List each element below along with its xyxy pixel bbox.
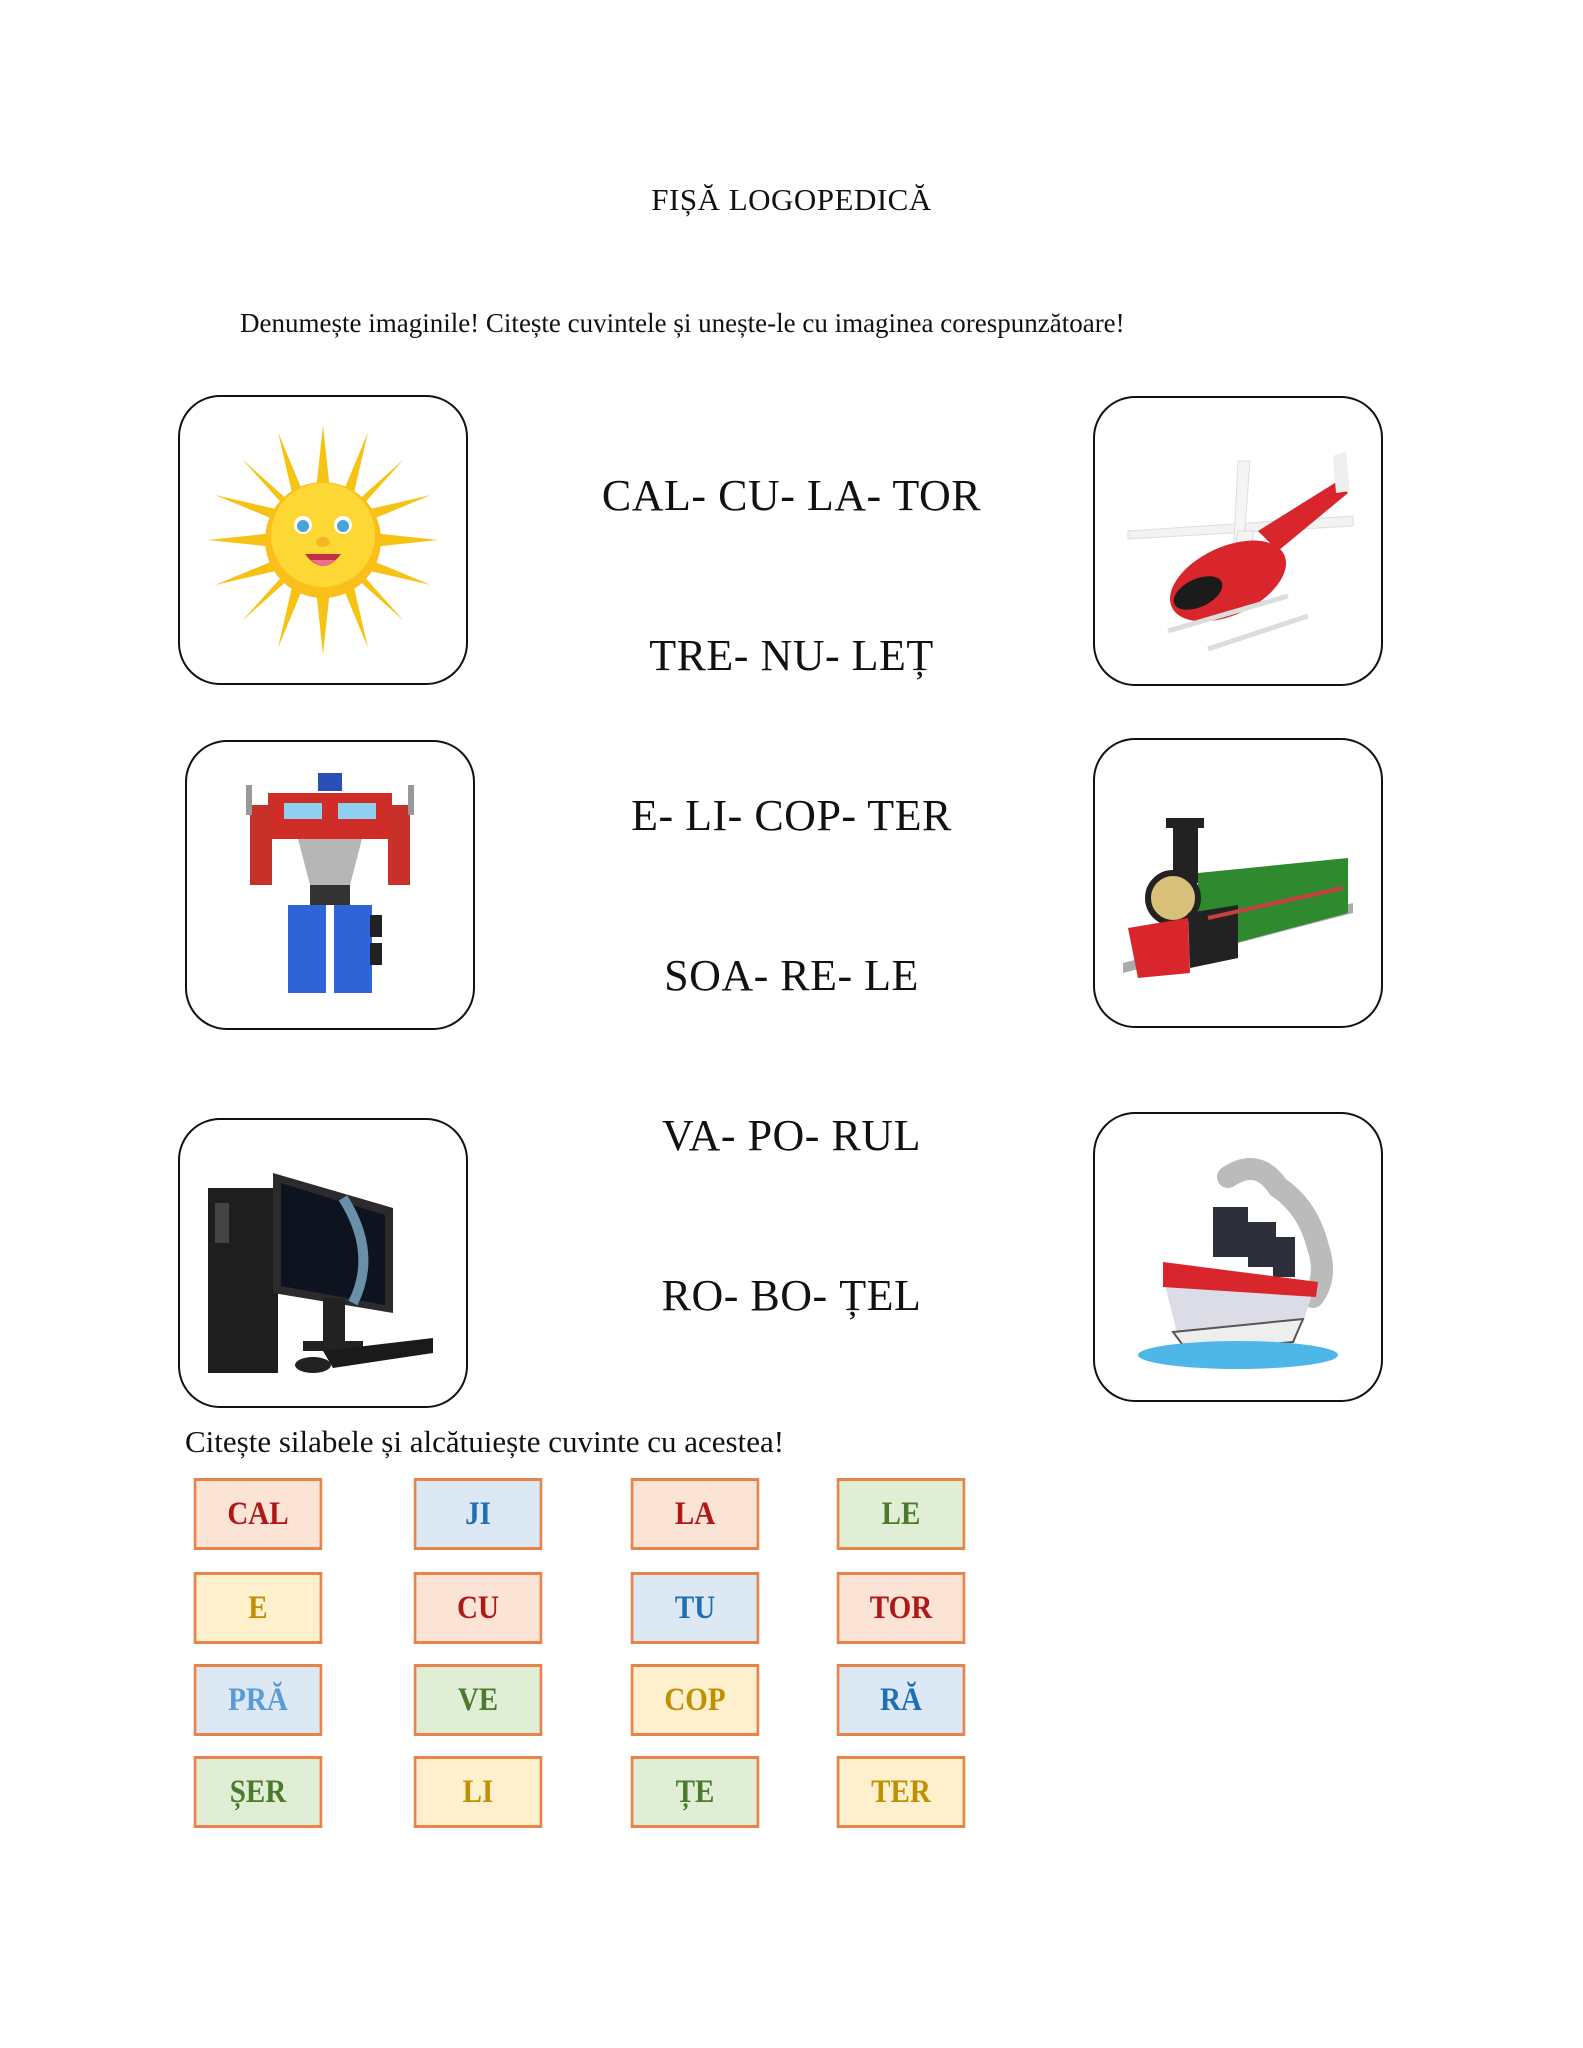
- syllable-card[interactable]: LI: [414, 1756, 542, 1828]
- syllable-card[interactable]: TER: [837, 1756, 965, 1828]
- syllable-card[interactable]: COP: [631, 1664, 759, 1736]
- syllable-card[interactable]: RĂ: [837, 1664, 965, 1736]
- ship-icon: [1118, 1137, 1358, 1377]
- syllable-card[interactable]: TU: [631, 1572, 759, 1644]
- word-soarele[interactable]: SOA- RE- LE: [664, 951, 919, 1000]
- syllable-card[interactable]: ȚE: [631, 1756, 759, 1828]
- computer-icon: [203, 1143, 443, 1383]
- syllable-card[interactable]: ȘER: [194, 1756, 322, 1828]
- helicopter-icon: [1118, 421, 1358, 661]
- word-calculator[interactable]: CAL- CU- LA- TOR: [601, 471, 982, 520]
- syllable-card[interactable]: E: [194, 1572, 322, 1644]
- syllable-card[interactable]: TOR: [837, 1572, 965, 1644]
- syllable-card[interactable]: PRĂ: [194, 1664, 322, 1736]
- instruction-text: Denumește imaginile! Citește cuvintele și unește-le cu imaginea corespunzătoare!: [240, 308, 1125, 338]
- image-box-computer[interactable]: [178, 1118, 468, 1408]
- word-trenulet[interactable]: TRE- NU- LEȚ: [649, 631, 934, 680]
- syllable-card[interactable]: LA: [631, 1478, 759, 1550]
- word-robotel[interactable]: RO- BO- ȚEL: [661, 1271, 922, 1320]
- syllable-card[interactable]: LE: [837, 1478, 965, 1550]
- syllable-card[interactable]: CU: [414, 1572, 542, 1644]
- sun-icon: [203, 420, 443, 660]
- syllable-card[interactable]: CAL: [194, 1478, 322, 1550]
- syllable-card[interactable]: JI: [414, 1478, 542, 1550]
- syllables-instruction: Citește silabele și alcătuiește cuvinte cu acestea!: [185, 1424, 785, 1459]
- syllable-card[interactable]: VE: [414, 1664, 542, 1736]
- word-elicopter[interactable]: E- LI- COP- TER: [631, 791, 952, 840]
- word-vaporul[interactable]: VA- PO- RUL: [662, 1111, 921, 1160]
- page-title: FIȘĂ LOGOPEDICĂ: [651, 182, 932, 217]
